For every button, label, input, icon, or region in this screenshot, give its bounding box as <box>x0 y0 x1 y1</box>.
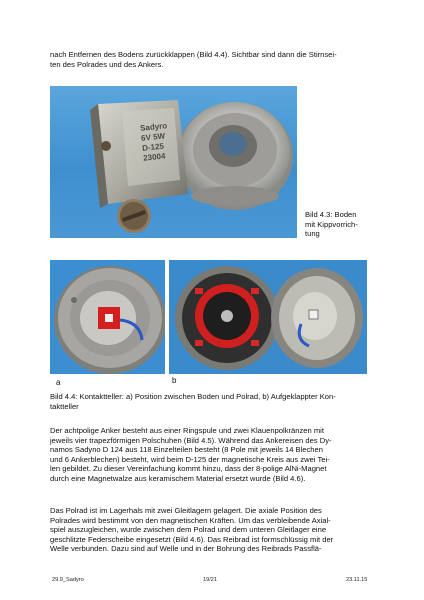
footer-date: 23.11.15 <box>346 577 368 583</box>
figure-4-3-caption <box>305 210 385 239</box>
body-line: Welle verbunden. Dazu sind auf Welle und in der Bohrung des Reibrads Passflä- <box>50 544 322 554</box>
figure-4-4a-photo <box>50 260 165 374</box>
caption-line: tung <box>305 229 320 239</box>
figure-4-4-caption <box>50 392 380 411</box>
engraving-brand: Sadyro <box>139 121 168 133</box>
figure-4-4b-label: b <box>172 376 177 385</box>
figure-4-4a-label: a <box>56 378 61 387</box>
body-line: Polrades wird bestimmt von den magnetischen Kräften. Um das verbleibende Axial- <box>50 515 331 525</box>
body-paragraph-anchor <box>50 426 380 484</box>
footer-document-name: 29.9_Sadyro <box>52 577 84 583</box>
body-line: namos Sadyno D 124 aus 118 Einzelteilen besteht (8 Pole mit jeweils 14 Blechen <box>50 445 323 455</box>
caption-line: Bild 4.4: Kontaktteller: a) Position zwischen Boden und Polrad, b) Aufgeklappter Kon- <box>50 392 336 401</box>
body-paragraph-pole-wheel <box>50 506 380 554</box>
caption-line: mit Kippvorrich- <box>305 219 358 229</box>
body-line: geschlitzte Federscheibe eingesetzt (Bild 4.6). Das Reibrad ist formschlüssig mit der <box>50 534 334 544</box>
figure-4-4b-photo <box>169 260 367 374</box>
body-line: spiel auszugleichen, wurde zwischen dem Polrad und dem unteren Gleitlager eine <box>50 525 327 535</box>
intro-paragraph <box>50 50 380 69</box>
footer-page-number: 19/21 <box>203 577 217 583</box>
intro-line: nach Entfernen des Bodens zurückklappen (Bild 4.4). Sichtbar sind dann die Stirnsei- <box>50 50 337 59</box>
body-line: Der achtpolige Anker besteht aus einer Ringspule und zwei Klauenpolkränzen mit <box>50 426 324 435</box>
caption-line: taktteller <box>50 401 79 411</box>
engraving-model: D-125 <box>141 141 165 153</box>
dynamo-base-illustration <box>50 86 297 238</box>
figure-4-3-photo <box>50 86 297 238</box>
body-line: durch eine Magnetwalze aus keramischem Material ersetzt wurde (Bild 4.6). <box>50 473 306 483</box>
body-line: len gebildet. Zu dieser Vereinfachung kommt hinzu, dass der 8-polige AlNi-Magnet <box>50 464 327 474</box>
intro-line: ten des Polrades und des Ankers. <box>50 59 164 69</box>
engraving-rating: 6V 5W <box>140 131 166 143</box>
body-line: und 6 Ankerblechen) besteht, wird beim D-125 der magnetische Kreis aus zwei Tei- <box>50 454 330 464</box>
engraving-serial: 23004 <box>142 151 166 163</box>
body-line: Das Polrad ist im Lagerhals mit zwei Gleitlagern gelagert. Die axiale Position des <box>50 506 322 515</box>
caption-line: Bild 4.3: Boden <box>305 210 357 219</box>
contact-plate-position-illustration <box>50 260 165 374</box>
body-line: jeweils vier trapezförmigen Polschuhen (Bild 4.5). Während das Ankereisen des Dy- <box>50 435 332 445</box>
opened-contact-plate-illustration <box>169 260 367 374</box>
